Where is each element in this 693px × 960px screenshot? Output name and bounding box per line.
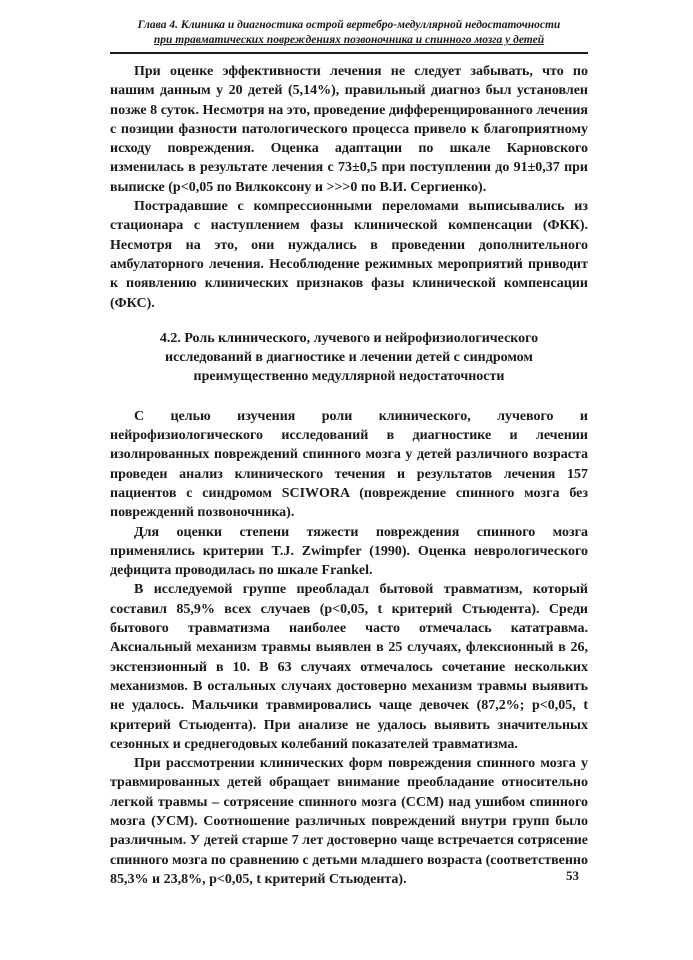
section-heading-line-2: исследований в диагностике и лечении детей с синдромом [165,350,533,366]
paragraph: В исследуемой группе преобладал бытовой травматизм, который составил 85,9% всех случаев (p<0,05, t критерий Стьюдента). Среди бытового травматизма наиболее часто отмечалась кататравма. Аксиальный механизм травмы выявлен в 25 случаях, флексионный в 26, экстензионный в 10. В 63 случаях отмечалось сочетание нескольких механизмов. В остальных случаях достоверно механизм травмы выявить не удалось. Мальчики травмировались чаще девочек (87,2%; p<0,05, t критерий Стьюдента). При анализе не удалось выявить значительных сезонных и среднегодовых колебаний показателей травматизма. [110,582,588,752]
page-number: 53 [566,868,579,883]
body-text [110,62,588,889]
running-header [110,18,588,48]
header-divider [110,52,588,54]
paragraph: Для оценки степени тяжести повреждения спинного мозга применялись критерии T.J. Zwimpfer (1990). Оценка неврологического дефицита проводилась по шкале Frankel. [110,524,588,579]
section-heading-line-1: 4.2. Роль клинического, лучевого и нейрофизиологического [159,330,539,346]
section-heading [110,329,588,387]
paragraph: При оценке эффективности лечения не следует забывать, что по нашим данным у 20 детей (5,14%), правильный диагноз был установлен позже 8 суток. Несмотря на это, проведение дифференцированного лечения с позиции фазности патологического процесса привело к благоприятному исходу повреждения. Оценка адаптации по шкале Карновского изменилась в результате лечения с 73±0,5 при поступлении до 91±0,37 при выписке (p<0,05 по Вилкоксону и >>>0 по В.И. Сергиенко). [110,64,588,195]
paragraph: С целью изучения роли клинического, лучевого и нейрофизиологического исследований в диагностике и лечении изолированных повреждений спинного мозга у детей различного возраста проведен анализ клинического течения и результатов лечения 157 пациентов с синдромом SCIWORA (повреждение спинного мозга без повреждений позвоночника). [110,408,588,521]
paragraph: Пострадавшие с компрессионными переломами выписывались из стационара с наступлением фазы клинической компенсации (ФКК). Несмотря на это, они нуждались в проведении дополнительного амбулаторного лечения. Несоблюдение режимных мероприятий приводит к появлению клинических признаков фазы клинической компенсации (ФКС). [110,199,588,311]
section-heading-line-3: преимущественно медуллярной недостаточности [193,369,505,385]
running-header-line-1: Глава 4. Клиника и диагностика острой вертебро-медуллярной недостаточности [137,19,561,31]
paragraph: При рассмотрении клинических форм повреждения спинного мозга у травмированных детей обращает внимание преобладание относительно легкой травмы – сотрясение спинного мозга (ССМ) над ушибом спинного мозга (УСМ). Соотношение различных повреждений внутри групп было различным. У детей старше 7 лет достоверно чаще встречается сотрясение спинного мозга по сравнению с детьми младшего возраста (соответственно 85,3% и 23,8%, p<0,05, t критерий Стьюдента). [110,756,588,887]
running-header-line-2: при травматических повреждениях позвоночника и спинного мозга у детей [153,34,545,46]
